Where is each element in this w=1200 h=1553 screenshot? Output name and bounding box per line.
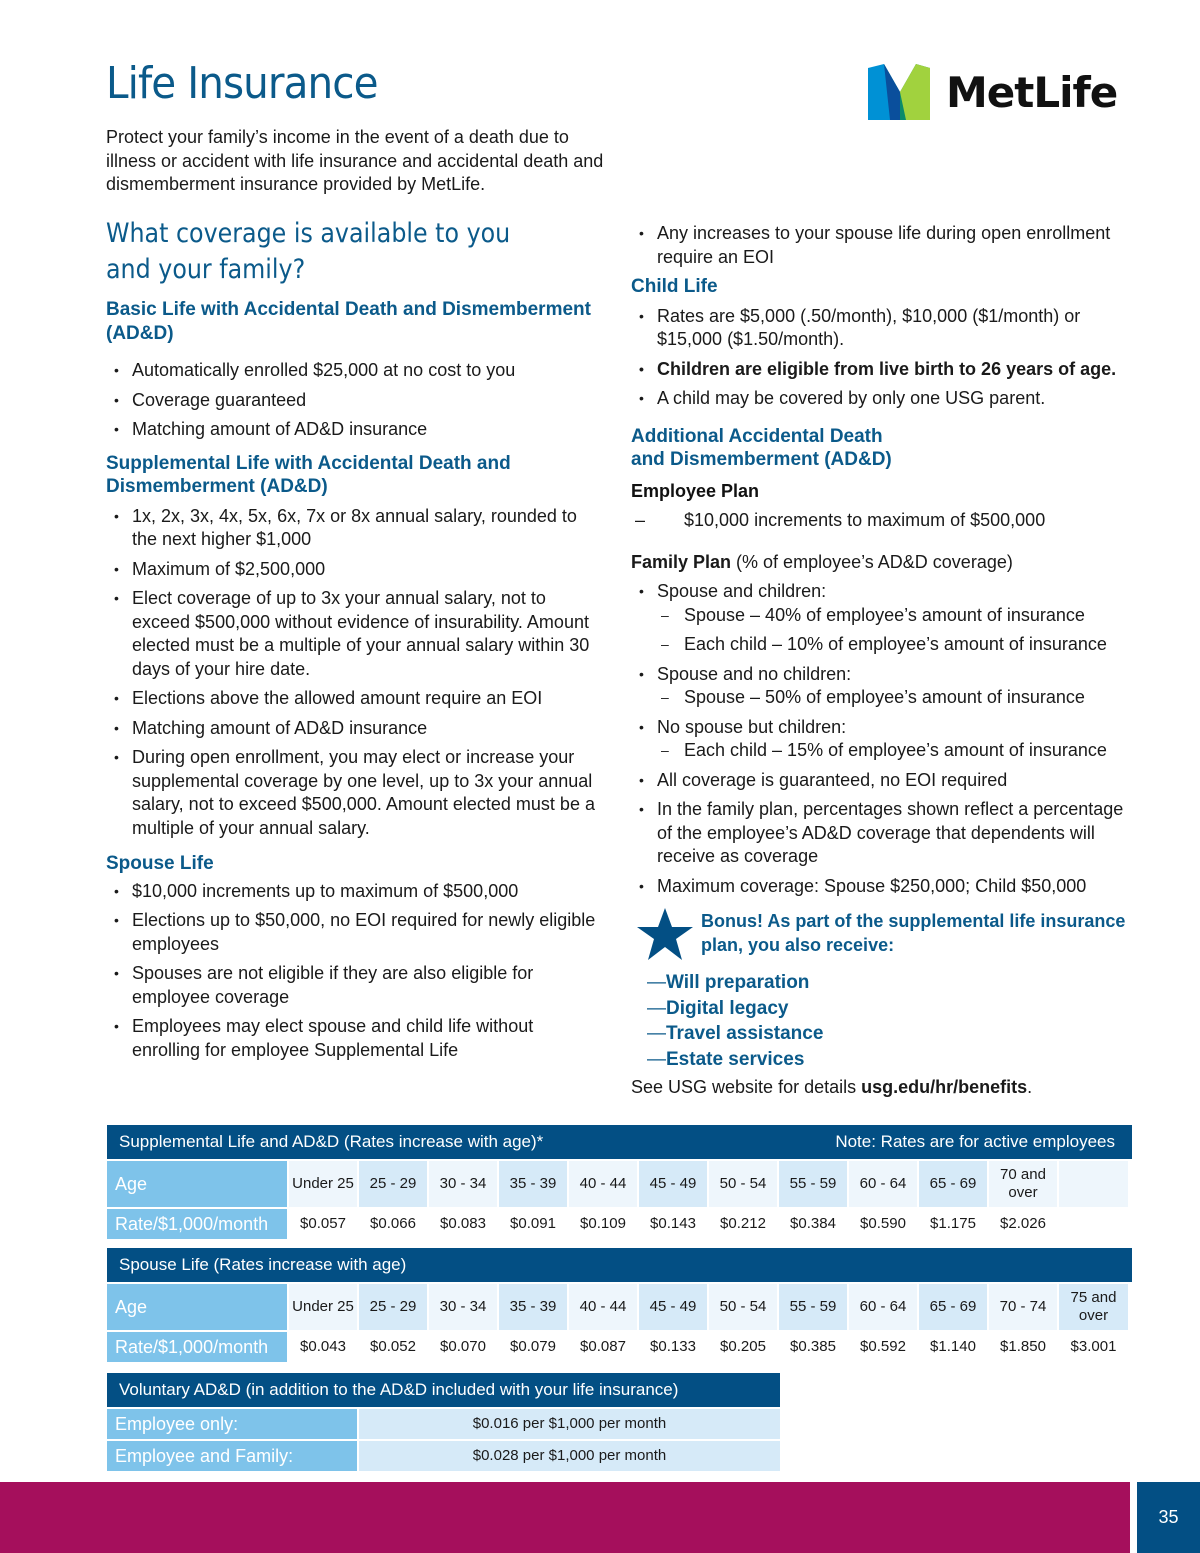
list-item: • In the family plan, percentages shown reflect a percentage of the employee’s AD&D coverage that dependents will receive as coverage <box>631 798 1131 869</box>
list-item: • Elections above the allowed amount require an EOI <box>106 687 606 711</box>
supplemental-life-title: Supplemental Life with Accidental Death and Dismemberment (AD&D) <box>106 452 511 497</box>
age-cell: 50 - 54 <box>709 1284 777 1330</box>
age-cell: 40 - 44 <box>569 1161 637 1207</box>
child-life-list <box>631 305 1131 411</box>
sub-list-item: – Spouse – 50% of employee’s amount of insurance <box>657 686 1131 710</box>
basic-life-list <box>106 359 606 442</box>
age-cell: 60 - 64 <box>849 1284 917 1330</box>
employee-family-label: Employee and Family: <box>107 1441 357 1471</box>
list-item: • During open enrollment, you may elect or increase your supplemental coverage by one level, up to 3x your annual salary, not to exceed $500,000. Amount elected must be a multiple of your annual salary. <box>106 746 606 840</box>
list-item-text: Spouse and children: <box>657 581 827 601</box>
basic-life-title: Basic Life with Accidental Death and Dismemberment (AD&D) <box>106 299 591 344</box>
age-cell: 30 - 34 <box>429 1284 497 1330</box>
page-number: 35 <box>1137 1482 1200 1553</box>
rate-cell: $0.057 <box>289 1209 357 1239</box>
spouse-life-title: Spouse Life <box>106 853 214 874</box>
list-item: • Elect coverage of up to 3x your annual salary, not to exceed $500,000 without evidence of insurability. Amount elected must be a multiple of your annual salary within 30 days of your hire date. <box>106 587 606 681</box>
bonus-item-text: Travel assistance <box>666 1023 824 1044</box>
family-plan-heading <box>631 551 1131 575</box>
spouse-age-row <box>107 1284 1128 1330</box>
bonus-item <box>647 1047 1131 1073</box>
rate-cell: $0.083 <box>429 1209 497 1239</box>
family-plan-list <box>631 580 1131 898</box>
bonus-item-text: Digital legacy <box>666 997 789 1019</box>
age-cell: 55 - 59 <box>779 1284 847 1330</box>
employee-plan-label: Employee Plan <box>631 480 760 501</box>
bonus-text: Bonus! As part of the supplemental life insurance plan, you also receive: <box>701 911 1126 955</box>
age-cell: Under 25 <box>289 1161 357 1207</box>
rate-cell: $1.175 <box>919 1209 987 1239</box>
list-item-text: No spouse but children: <box>657 716 847 737</box>
age-cell: 70 and over <box>989 1161 1057 1207</box>
list-item: • All coverage is guaranteed, no EOI required <box>631 769 1131 793</box>
child-life-title: Child Life <box>631 276 718 297</box>
metlife-logo <box>866 62 1136 124</box>
additional-add-title: Additional Accidental Death <box>631 425 883 447</box>
rate-label: Rate/$1,000/month <box>107 1209 287 1239</box>
rate-cell: $0.043 <box>289 1332 357 1362</box>
supplemental-table-title: Supplemental Life and AD&D (Rates increase with age)* <box>119 1132 544 1151</box>
family-plan-label: Family Plan <box>631 551 732 572</box>
spouse-life-list <box>106 880 606 1063</box>
spouse-table-title: Spouse Life (Rates increase with age) <box>119 1255 407 1274</box>
list-item: • $10,000 increments up to maximum of $500,000 <box>106 880 606 904</box>
age-cell: 65 - 69 <box>919 1284 987 1330</box>
rate-cell: $0.079 <box>499 1332 567 1362</box>
voluntary-table-header <box>107 1373 780 1407</box>
see-website <box>631 1076 1131 1100</box>
spouse-rate-row <box>107 1332 1128 1362</box>
voluntary-family-row <box>107 1441 780 1471</box>
list-item: • Coverage guaranteed <box>106 389 606 413</box>
employee-only-label: Employee only: <box>107 1409 357 1439</box>
supplemental-table-note: Note: Rates are for active employees <box>835 1132 1115 1151</box>
list-item-text: Spouse and no children: <box>657 663 852 684</box>
bonus-item <box>647 970 1131 996</box>
list-item: • Automatically enrolled $25,000 at no cost to you <box>106 359 606 383</box>
metlife-logo-icon <box>866 62 932 122</box>
list-item <box>631 663 1131 710</box>
employee-plan-list <box>631 509 1131 533</box>
section-heading: What coverage is available to you <box>106 218 511 249</box>
sub-list-item: – Spouse – 40% of employee’s amount of insurance <box>657 604 1131 628</box>
empty-cell <box>1059 1161 1128 1207</box>
rate-cell: $0.205 <box>709 1332 777 1362</box>
age-cell: 35 - 39 <box>499 1284 567 1330</box>
dash: — <box>647 972 666 993</box>
age-label: Age <box>107 1284 287 1330</box>
rate-cell: $0.590 <box>849 1209 917 1239</box>
age-cell: 25 - 29 <box>359 1284 427 1330</box>
rate-cell: $0.091 <box>499 1209 567 1239</box>
list-item <box>631 509 1131 533</box>
age-cell: 75 and over <box>1059 1284 1128 1330</box>
list-item: • Employees may elect spouse and child life without enrolling for employee Supplemental Life <box>106 1015 606 1062</box>
list-item: • 1x, 2x, 3x, 4x, 5x, 6x, 7x or 8x annual salary, rounded to the next higher $1,000 <box>106 505 606 552</box>
age-cell: 40 - 44 <box>569 1284 637 1330</box>
rate-cell: $0.212 <box>709 1209 777 1239</box>
rate-cell: $1.140 <box>919 1332 987 1362</box>
employee-only-value: $0.016 per $1,000 per month <box>359 1409 780 1439</box>
rate-cell: $0.087 <box>569 1332 637 1362</box>
metlife-wordmark: MetLife <box>946 68 1118 117</box>
employee-family-value: $0.028 per $1,000 per month <box>359 1441 780 1471</box>
age-label: Age <box>107 1161 287 1207</box>
list-item-text: $10,000 increments to maximum of $500,000 <box>684 510 1046 530</box>
list-item: • Matching amount of AD&D insurance <box>106 717 606 741</box>
dash: — <box>647 1023 666 1044</box>
sub-list-item: – Each child – 10% of employee’s amount of insurance <box>657 633 1131 657</box>
list-item: • Spouses are not eligible if they are also eligible for employee coverage <box>106 962 606 1009</box>
rate-cell: $0.384 <box>779 1209 847 1239</box>
rate-cell: $0.070 <box>429 1332 497 1362</box>
supplemental-rate-row <box>107 1209 1059 1239</box>
rate-cell: $3.001 <box>1059 1332 1128 1362</box>
list-item: • Elections up to $50,000, no EOI required for newly eligible employees <box>106 909 606 956</box>
age-cell: 65 - 69 <box>919 1161 987 1207</box>
age-cell: Under 25 <box>289 1284 357 1330</box>
sub-list <box>657 604 1131 657</box>
bonus-item-text: Will preparation <box>666 972 810 993</box>
supplemental-table-header <box>107 1125 1132 1159</box>
bonus-item <box>647 996 1131 1022</box>
rate-cell: $1.850 <box>989 1332 1057 1362</box>
rate-cell: $0.385 <box>779 1332 847 1362</box>
age-cell: 55 - 59 <box>779 1161 847 1207</box>
footer-bar <box>0 1482 1130 1553</box>
list-item <box>631 716 1131 763</box>
rate-cell: $2.026 <box>989 1209 1057 1239</box>
dash: — <box>647 1048 666 1070</box>
left-column <box>106 216 606 1068</box>
list-item: • Any increases to your spouse life during open enrollment require an EOI <box>631 222 1131 269</box>
list-item <box>631 580 1131 657</box>
age-cell: 45 - 49 <box>639 1284 707 1330</box>
bonus-callout <box>631 910 1131 966</box>
sub-list <box>657 739 1131 763</box>
bonus-list <box>631 970 1131 1072</box>
voluntary-table-title: Voluntary AD&D (in addition to the AD&D included with your life insurance) <box>119 1380 679 1399</box>
list-item: • Maximum of $2,500,000 <box>106 558 606 582</box>
age-cell: 35 - 39 <box>499 1161 567 1207</box>
rate-cell: $0.592 <box>849 1332 917 1362</box>
sub-list-item: – Each child – 15% of employee’s amount of insurance <box>657 739 1131 763</box>
see-website-text: See USG website for details <box>631 1077 862 1097</box>
age-cell: 45 - 49 <box>639 1161 707 1207</box>
list-item: • A child may be covered by only one USG parent. <box>631 387 1131 411</box>
rate-cell: $0.052 <box>359 1332 427 1362</box>
section-heading-line2: and your family? <box>106 254 306 285</box>
benefits-link[interactable]: usg.edu/hr/benefits <box>861 1077 1028 1097</box>
rate-cell: $0.143 <box>639 1209 707 1239</box>
supplemental-age-row <box>107 1161 1128 1207</box>
family-plan-note: (% of employee’s AD&D coverage) <box>731 551 1013 572</box>
rate-cell: $0.133 <box>639 1332 707 1362</box>
age-cell: 30 - 34 <box>429 1161 497 1207</box>
bonus-item-text: Estate services <box>666 1048 805 1070</box>
voluntary-employee-row <box>107 1409 780 1439</box>
list-item: • Rates are $5,000 (.50/month), $10,000 ($1/month) or $15,000 ($1.50/month). <box>631 305 1131 352</box>
bonus-item <box>647 1021 1131 1047</box>
additional-add-title-line2: and Dismemberment (AD&D) <box>631 449 892 470</box>
sub-list <box>657 686 1131 710</box>
period: . <box>1027 1077 1033 1097</box>
dash: — <box>647 997 666 1019</box>
list-item: • Children are eligible from live birth to 26 years of age. <box>631 358 1131 382</box>
age-cell: 50 - 54 <box>709 1161 777 1207</box>
intro-text: Protect your family’s income in the event of a death due to illness or accident with life insurance and accidental death and dismemberment insurance provided by MetLife. <box>106 127 604 194</box>
spouse-life-cont-list <box>631 222 1131 269</box>
rate-cell: $0.066 <box>359 1209 427 1239</box>
right-column <box>631 222 1131 1100</box>
supplemental-life-list <box>106 505 606 841</box>
list-item: • Matching amount of AD&D insurance <box>106 418 606 442</box>
rate-cell: $0.109 <box>569 1209 637 1239</box>
page-title: Life Insurance <box>106 58 378 109</box>
age-cell: 60 - 64 <box>849 1161 917 1207</box>
spouse-table-header <box>107 1248 1132 1282</box>
age-cell: 70 - 74 <box>989 1284 1057 1330</box>
star-icon <box>635 906 695 962</box>
rate-label: Rate/$1,000/month <box>107 1332 287 1362</box>
age-cell: 25 - 29 <box>359 1161 427 1207</box>
list-item: • Maximum coverage: Spouse $250,000; Child $50,000 <box>631 875 1131 899</box>
